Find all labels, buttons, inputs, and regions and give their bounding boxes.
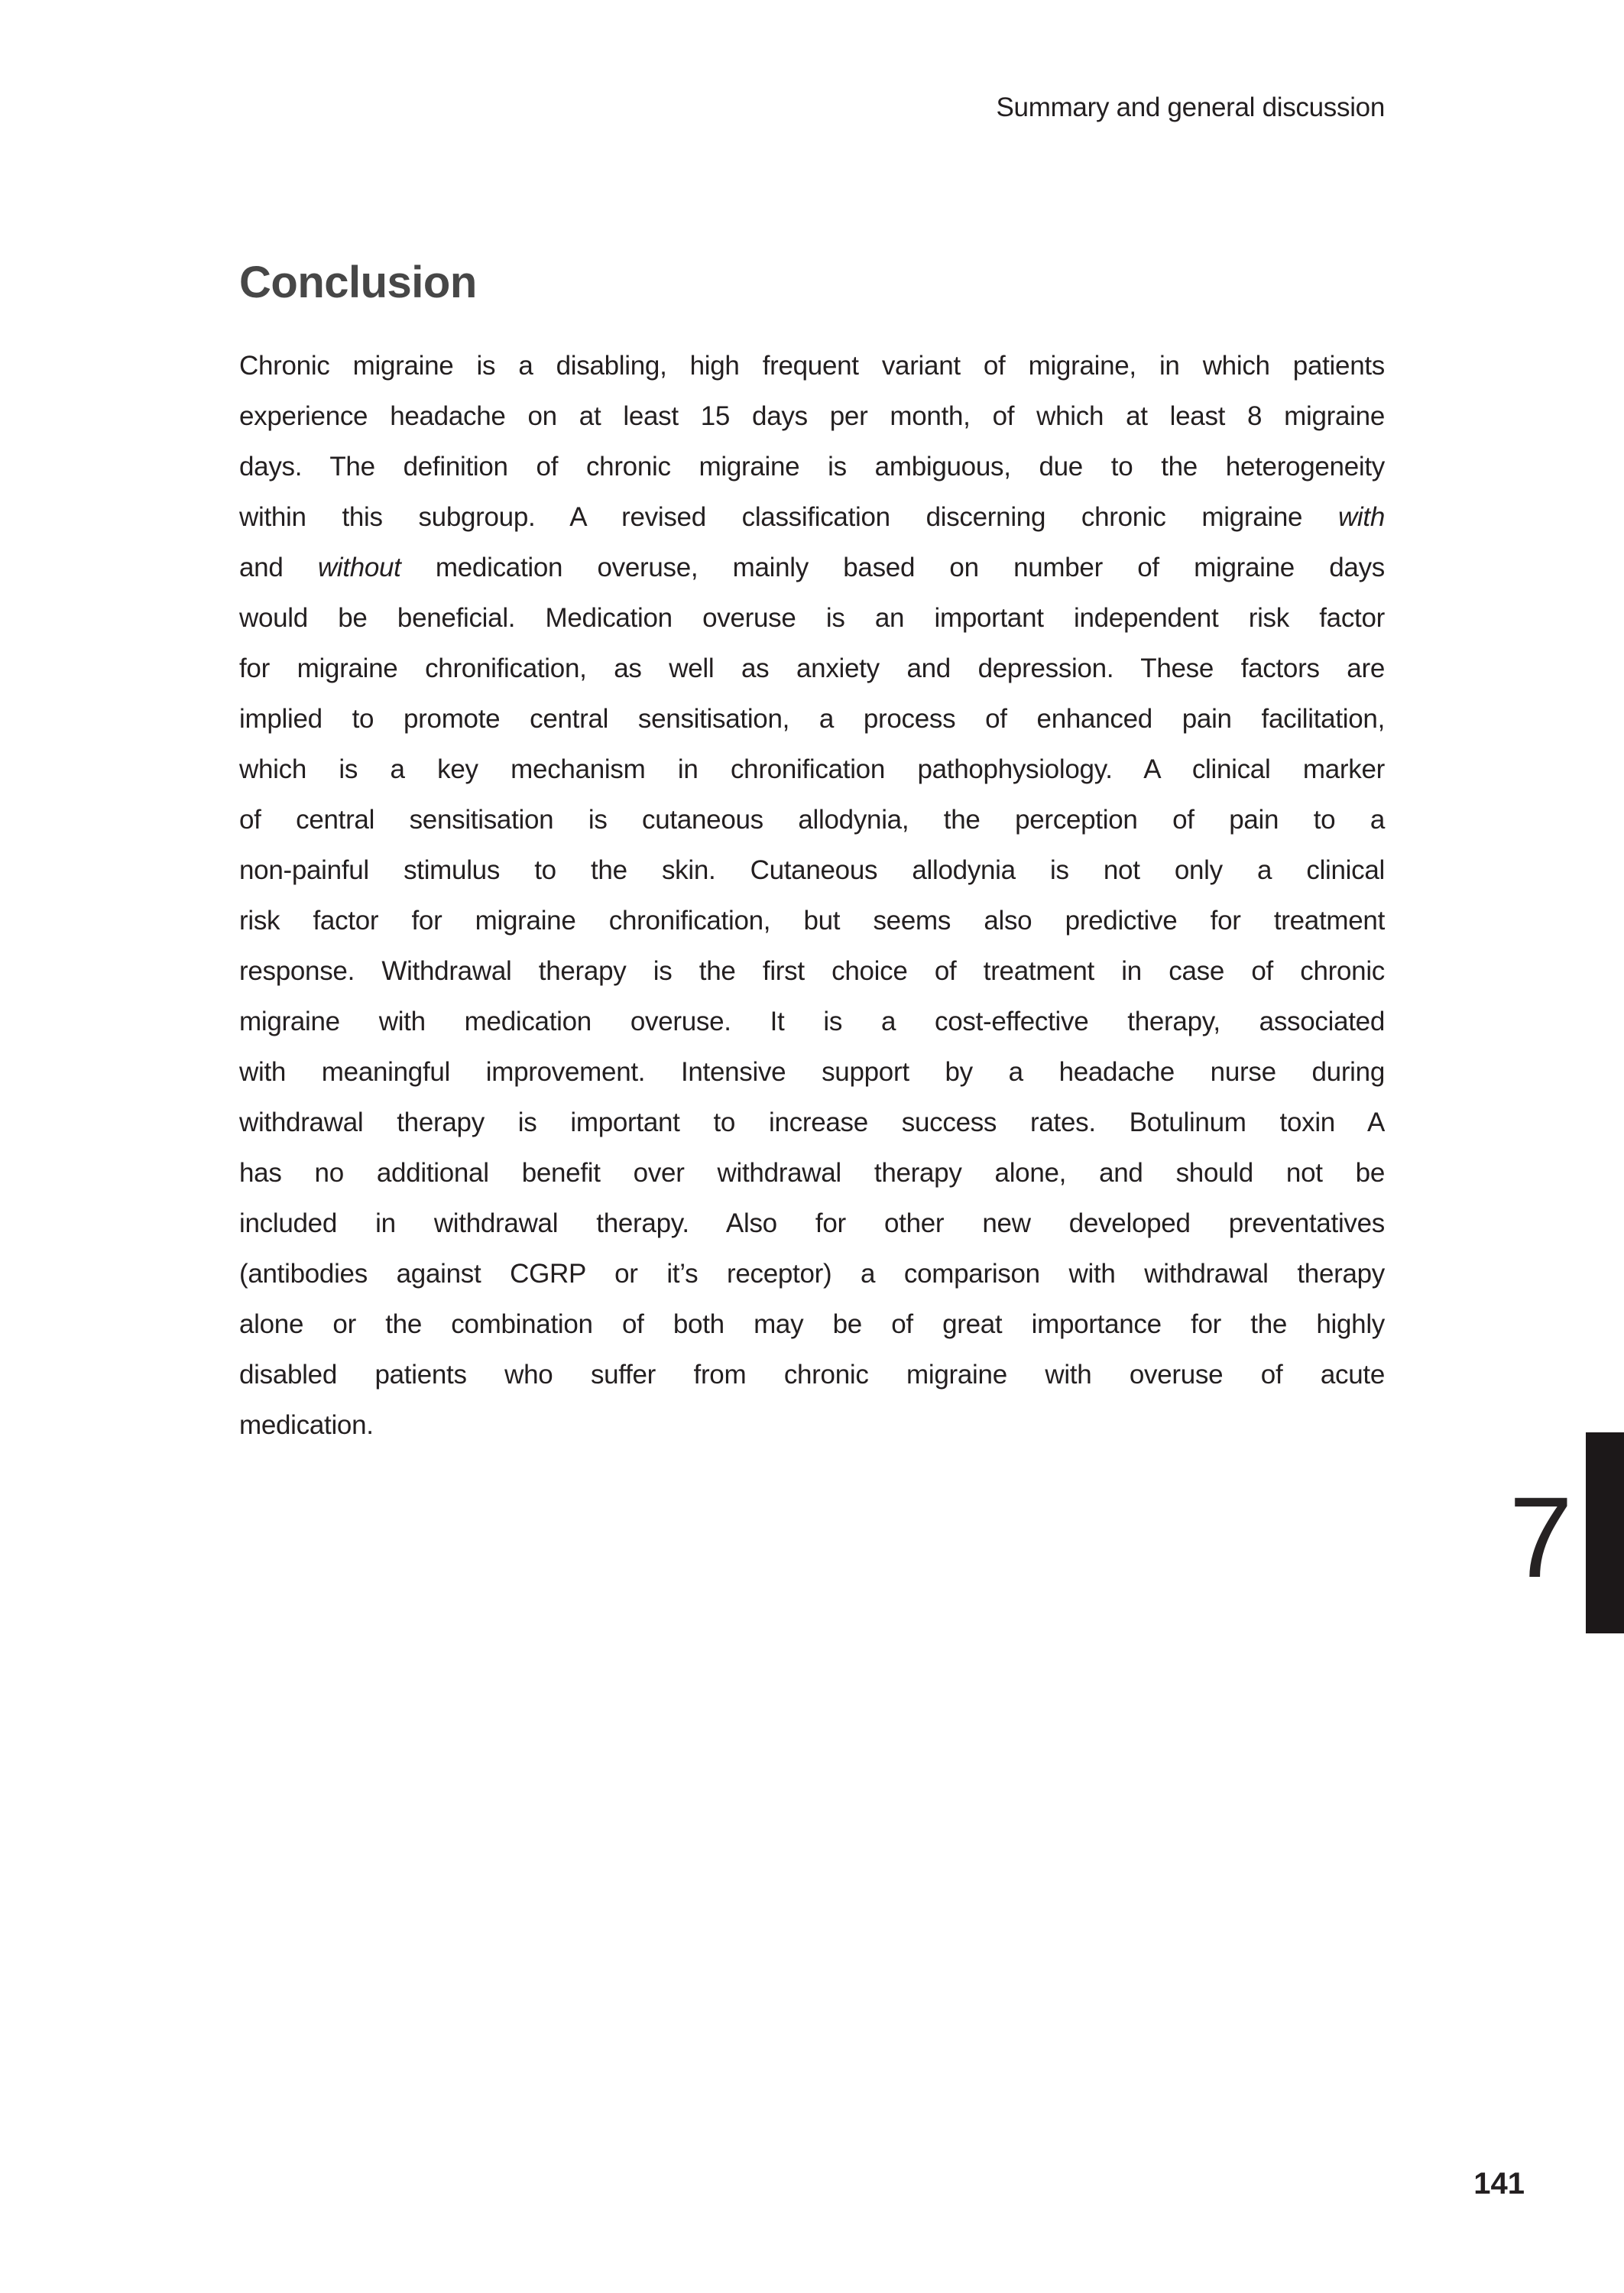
paragraph-line: medication. <box>239 1410 374 1440</box>
chapter-number: 7 <box>1509 1473 1571 1601</box>
paragraph-line: has no additional benefit over withdrawal therapy alone, and should not be <box>239 1158 1385 1188</box>
paragraph-line: withdrawal therapy is important to increase success rates. Botulinum toxin A <box>239 1108 1385 1137</box>
paragraph-line: and without medication overuse, mainly based on number of migraine days <box>239 553 1386 582</box>
paragraph-line: non-painful stimulus to the skin. Cutaneous allodynia is not only a clinical <box>239 855 1385 885</box>
paragraph-line: (antibodies against CGRP or it’s receptor) a comparison with withdrawal therapy <box>239 1259 1385 1289</box>
paragraph-line: response. Withdrawal therapy is the first choice of treatment in case of chronic <box>239 956 1385 986</box>
section-heading: Conclusion <box>239 257 477 307</box>
paragraph-line: alone or the combination of both may be of great importance for the highly <box>239 1309 1385 1339</box>
paragraph-line: for migraine chronification, as well as anxiety and depression. These factors are <box>239 654 1385 683</box>
paragraph-line: would be beneficial. Medication overuse is an important independent risk factor <box>239 603 1385 633</box>
chapter-tab <box>1586 1432 1624 1633</box>
paragraph-line: days. The definition of chronic migraine is ambiguous, due to the heterogeneity <box>239 452 1385 482</box>
paragraph-line: Chronic migraine is a disabling, high frequent variant of migraine, in which patients <box>239 351 1385 381</box>
paragraph-line: implied to promote central sensitisation, a process of enhanced pain facilitation, <box>239 704 1385 734</box>
paragraph-line: with meaningful improvement. Intensive support by a headache nurse during <box>239 1057 1385 1087</box>
body-paragraph <box>239 341 1385 1451</box>
paragraph-line: within this subgroup. A revised classification discerning chronic migraine with <box>239 502 1385 532</box>
paragraph-line: of central sensitisation is cutaneous allodynia, the perception of pain to a <box>239 805 1385 835</box>
paragraph-line: experience headache on at least 15 days per month, of which at least 8 migraine <box>239 401 1385 431</box>
running-header: Summary and general discussion <box>996 92 1385 122</box>
paragraph-line: risk factor for migraine chronification, but seems also predictive for treatment <box>239 906 1385 936</box>
paragraph-line: included in withdrawal therapy. Also for other new developed preventatives <box>239 1208 1385 1238</box>
paragraph-line: which is a key mechanism in chronification pathophysiology. A clinical marker <box>239 754 1385 784</box>
page-number: 141 <box>1473 2167 1525 2201</box>
paragraph-line: disabled patients who suffer from chronic migraine with overuse of acute <box>239 1360 1385 1390</box>
paragraph-line: migraine with medication overuse. It is a cost-effective therapy, associated <box>239 1007 1385 1036</box>
